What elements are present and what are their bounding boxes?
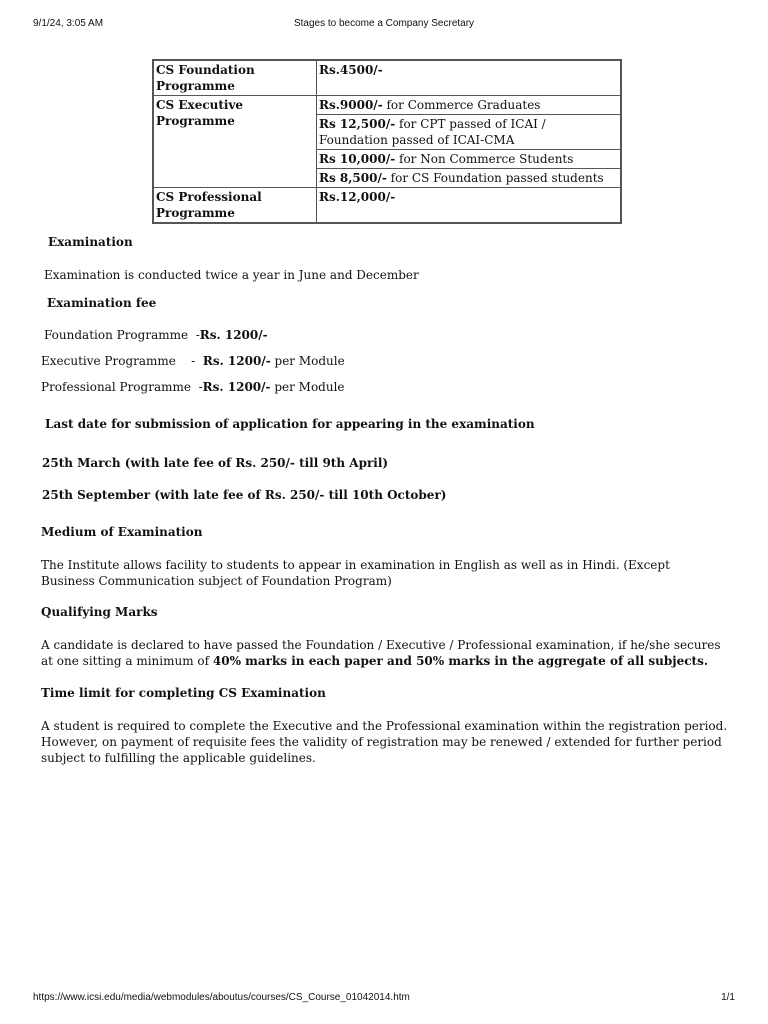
- page-title: Stages to become a Company Secretary: [293, 18, 475, 29]
- last-date-september: 25th September (with late fee of Rs. 250/- till 10th October): [42, 488, 447, 502]
- fee-amount: Rs 10,000/-: [319, 152, 396, 166]
- fee-note: for Non Commerce Students: [395, 152, 574, 166]
- medium-heading: Medium of Examination: [41, 525, 203, 539]
- medium-text: The Institute allows facility to students to appear in examination in English as well as in Hindi. (Except Business Communication subject of Foundation Program): [41, 558, 670, 588]
- page-number: 1/1: [721, 992, 735, 1003]
- fee-note: for Commerce Graduates: [382, 98, 541, 112]
- fee-cell: [317, 96, 622, 115]
- fee-table: [152, 59, 622, 224]
- executive-label: Executive Programme -: [41, 354, 203, 368]
- last-date-march: 25th March (with late fee of Rs. 250/- till 9th April): [42, 456, 389, 470]
- fee-note: for CPT passed of ICAI / Foundation passed of ICAI-CMA: [319, 117, 546, 147]
- qualifying-text: [41, 637, 721, 669]
- fee-amount: Rs 8,500/-: [319, 171, 387, 185]
- professional-label: Professional Programme -: [41, 380, 203, 394]
- executive-suffix: per Module: [270, 354, 345, 368]
- fee-cell: [317, 150, 622, 169]
- foundation-label: Foundation Programme -: [44, 328, 200, 342]
- time-limit-text: A student is required to complete the Executive and the Professional examination within the registration period. However, on payment of requisite fees the validity of registration may be renewed / extended for further period subject to fulfilling the applicable guidelines.: [41, 719, 728, 765]
- fee-cell: [317, 188, 622, 224]
- professional-suffix: per Module: [270, 380, 345, 394]
- print-datetime: 9/1/24, 3:05 AM: [33, 18, 104, 29]
- executive-fee-line: [41, 353, 345, 369]
- stage-cell: CS Professional Programme: [153, 188, 317, 224]
- last-date-heading: Last date for submission of application for appearing in the examination: [45, 417, 535, 431]
- table-row: [153, 60, 621, 96]
- fee-cell: [317, 60, 622, 96]
- fee-amount: Rs.4500/-: [319, 63, 383, 77]
- exam-fee-heading: Examination fee: [47, 296, 157, 310]
- page-url: https://www.icsi.edu/media/webmodules/aboutus/courses/CS_Course_01042014.htm: [33, 992, 410, 1003]
- fee-amount: Rs.9000/-: [319, 98, 383, 112]
- executive-amount: Rs. 1200/-: [202, 354, 271, 368]
- fee-cell: [317, 115, 622, 150]
- table-row: [153, 188, 621, 224]
- fee-cell: [317, 169, 622, 188]
- fee-amount: Rs.12,000/-: [319, 190, 396, 204]
- time-limit-heading: Time limit for completing CS Examination: [41, 686, 326, 700]
- stage-cell: CS Executive Programme: [153, 96, 317, 188]
- examination-heading: Examination: [48, 235, 133, 249]
- professional-amount: Rs. 1200/-: [202, 380, 271, 394]
- foundation-fee-line: [44, 327, 268, 343]
- professional-fee-line: [41, 379, 345, 395]
- fee-note: for CS Foundation passed students: [386, 171, 604, 185]
- stage-cell: CS Foundation Programme: [153, 60, 317, 96]
- qualifying-heading: Qualifying Marks: [41, 605, 158, 619]
- examination-text: Examination is conducted twice a year in June and December: [44, 268, 419, 282]
- table-row: [153, 96, 621, 115]
- foundation-amount: Rs. 1200/-: [199, 328, 268, 342]
- qualifying-plain: A candidate is declared to have passed the Foundation / Executive / Professional examination, if he/she secures at one sitting a minimum of: [41, 638, 721, 668]
- qualifying-bold: 40% marks in each paper and 50% marks in the aggregate of all subjects.: [212, 654, 709, 668]
- fee-amount: Rs 12,500/-: [319, 117, 396, 131]
